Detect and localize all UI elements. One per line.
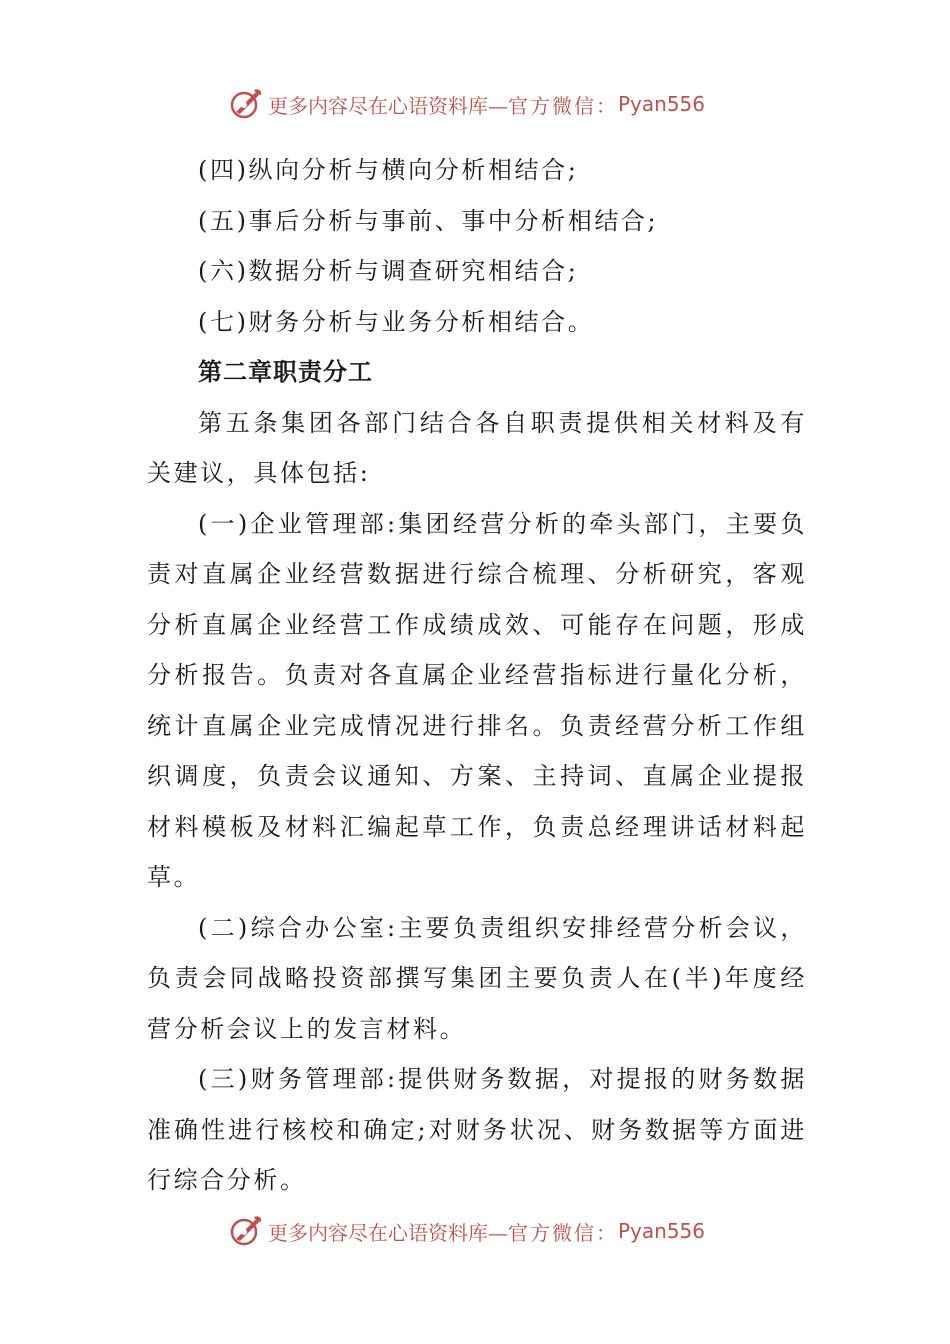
chapter-heading: 第二章职责分工 bbox=[198, 357, 373, 386]
paragraph: (一)企业管理部:集团经营分析的牵头部门，主要负责对直属企业经营数据进行综合梳理、分析研究，客观分析直属企业经营工作成绩成效、可能存在问题，形成分析报告。负责对各直属企业经营指标进行量化分析，统计直属企业完成情况进行排名。负责经营分析工作组织调度，负责会议通知、方案、主持词、直属企业提报材料模板及材料汇编起草工作，负责总经理讲话材料起草。 bbox=[147, 509, 807, 891]
watermark-text: 更多内容尽在心语资料库— bbox=[268, 93, 508, 118]
paragraph: (六)数据分析与调查研究相结合; bbox=[198, 257, 579, 285]
document-body bbox=[147, 145, 807, 1206]
watermark-handle: Pyan556 bbox=[618, 1219, 706, 1243]
watermark-text: 更多内容尽在心语资料库— bbox=[268, 1220, 508, 1245]
quill-logo-icon bbox=[228, 86, 264, 122]
paragraph: 第五条集团各部门结合各自职责提供相关材料及有关建议，具体包括: bbox=[147, 408, 807, 487]
watermark-contact-label: 官方微信： bbox=[508, 93, 618, 118]
watermark-header bbox=[228, 84, 705, 124]
paragraph: (四)纵向分析与横向分析相结合; bbox=[198, 156, 579, 184]
watermark-footer bbox=[228, 1211, 705, 1251]
paragraph: (五)事后分析与事前、事中分析相结合; bbox=[198, 206, 659, 235]
paragraph: (二)综合办公室:主要负责组织安排经营分析会议，负责会同战略投资部撰写集团主要负责人在(半)年度经营分析会议上的发言材料。 bbox=[147, 913, 807, 1043]
paragraph: (七)财务分析与业务分析相结合。 bbox=[198, 307, 595, 336]
paragraph: (三)财务管理部:提供财务数据，对提报的财务数据准确性进行核校和确定;对财务状况、财务数据等方面进行综合分析。 bbox=[147, 1065, 807, 1194]
watermark-contact-label: 官方微信： bbox=[508, 1220, 618, 1245]
quill-logo-icon bbox=[228, 1213, 264, 1249]
watermark-handle: Pyan556 bbox=[618, 92, 706, 116]
